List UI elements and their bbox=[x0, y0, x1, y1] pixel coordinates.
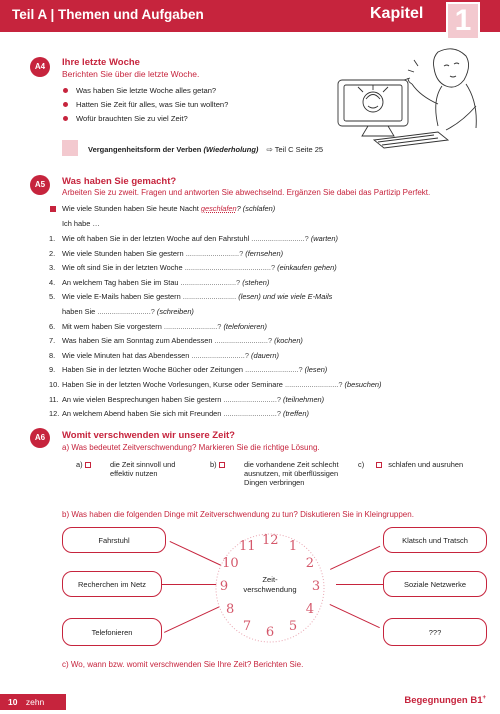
page-word: zehn bbox=[25, 697, 45, 707]
a6-title: Womit verschwenden wir unsere Zeit? bbox=[62, 430, 235, 441]
grammar-page-ref: ⇨ Teil C Seite 25 bbox=[266, 145, 324, 154]
a4-bullet-2: Hatten Sie Zeit für alles, was Sie tun wollten? bbox=[76, 100, 229, 109]
item-text: Haben Sie in der letzten Woche Bücher oder Zeitungen bbox=[62, 365, 244, 375]
item-text: Wie oft sind Sie in der letzten Woche bbox=[62, 263, 183, 273]
option-c-letter: c) bbox=[358, 460, 365, 469]
clock-number: 3 bbox=[311, 579, 321, 594]
exercise-item bbox=[62, 249, 283, 258]
item-text: An wie vielen Besprechungen haben Sie gestern bbox=[62, 394, 222, 404]
chapter-label: Kapitel bbox=[370, 5, 424, 22]
item-hint: (fernsehen) bbox=[245, 248, 284, 258]
a5-badge: A5 bbox=[30, 175, 50, 195]
a6-part-c: c) Wo, wann bzw. womit verschwenden Sie Ihre Zeit? Berichten Sie. bbox=[62, 660, 304, 669]
grammar-paren: (Wiederholung) bbox=[203, 145, 259, 154]
option-a-text: die Zeit sinnvoll und effektiv nutzen bbox=[110, 460, 176, 478]
answer-blank[interactable]: ..........................? bbox=[214, 336, 273, 346]
answer-blank[interactable]: ...........................? bbox=[180, 277, 241, 287]
answer-blank[interactable]: ..........................? bbox=[223, 394, 281, 404]
item-number: 7. bbox=[49, 336, 56, 346]
answer-blank[interactable]: ..........................? bbox=[163, 321, 222, 331]
person-at-computer-illustration bbox=[318, 44, 494, 154]
item-hint: (telefonieren) bbox=[223, 321, 267, 331]
box-soziale-netzwerke: Soziale Netzwerke bbox=[383, 571, 487, 597]
clock-number: 4 bbox=[305, 602, 314, 617]
exercise-item bbox=[62, 409, 309, 418]
item-number: 2. bbox=[49, 248, 56, 258]
clock-center-label: Zeit- verschwendung bbox=[243, 575, 297, 594]
a5-title: Was haben Sie gemacht? bbox=[62, 176, 177, 187]
option-b-letter: b) bbox=[210, 460, 217, 469]
answer-blank[interactable]: ..........................? bbox=[191, 350, 249, 360]
item-text: An welchem Abend haben Sie sich mit Freunden bbox=[62, 409, 222, 419]
connector-line bbox=[330, 546, 380, 570]
answer-blank[interactable]: ..........................? bbox=[223, 409, 281, 419]
answer-blank[interactable]: ..........................................? bbox=[184, 263, 276, 273]
item-text: Wie oft haben Sie in der letzten Woche auf den Fahrstuhl bbox=[62, 234, 250, 243]
item-number: 9. bbox=[49, 365, 56, 375]
exercise-item bbox=[62, 395, 324, 404]
item-hint: (lesen) und wie viele E-Mails bbox=[238, 292, 333, 302]
option-a-letter: a) bbox=[76, 460, 83, 469]
item-number: 6. bbox=[49, 321, 56, 331]
a5-example-question bbox=[62, 204, 275, 213]
clock-number: 8 bbox=[226, 602, 235, 617]
answer-blank[interactable]: .......................... bbox=[182, 292, 237, 302]
exercise-item bbox=[62, 380, 382, 389]
item-number: 8. bbox=[49, 350, 56, 360]
item-number: 5. bbox=[49, 292, 56, 302]
option-a[interactable] bbox=[76, 460, 186, 478]
a5-example-answer: Ich habe … bbox=[62, 219, 100, 228]
item-text: Mit wem haben Sie vorgestern bbox=[62, 321, 162, 331]
example-question-end: ? (schlafen) bbox=[236, 204, 276, 213]
grammar-label: Vergangenheitsform der Verben bbox=[88, 145, 202, 154]
clock-number: 10 bbox=[222, 556, 239, 571]
answer-blank[interactable]: ..........................? bbox=[185, 248, 244, 258]
section-title: Teil A | Themen und Aufgaben bbox=[12, 7, 204, 22]
answer-blank[interactable]: ..........................? bbox=[251, 234, 309, 243]
a6-part-b: b) Was haben die folgenden Dinge mit Zeitverschwendung zu tun? Diskutieren Sie in Kleingruppen. bbox=[62, 510, 414, 519]
clock-number: 2 bbox=[305, 556, 314, 571]
box-fahrstuhl: Fahrstuhl bbox=[62, 527, 166, 553]
item-hint: (lesen) bbox=[304, 365, 328, 375]
box-unknown: ??? bbox=[383, 618, 487, 646]
brand-name bbox=[404, 695, 486, 706]
page-number-box bbox=[0, 694, 66, 710]
item-hint: (kochen) bbox=[274, 336, 303, 346]
example-question-start: Wie viele Stunden haben Sie heute Nacht bbox=[62, 204, 201, 213]
item-number: 1. bbox=[49, 234, 56, 243]
exercise-item bbox=[62, 292, 332, 301]
option-c[interactable] bbox=[358, 460, 463, 469]
answer-blank[interactable]: ..........................? bbox=[284, 380, 343, 389]
item-text: Was haben Sie am Sonntag zum Abendessen bbox=[62, 336, 213, 346]
box-telefonieren: Telefonieren bbox=[62, 618, 162, 646]
item-hint: (besuchen) bbox=[344, 380, 382, 389]
chapter-number: 1 bbox=[446, 2, 480, 40]
item-text: Wie viele Stunden haben Sie gestern bbox=[62, 248, 184, 258]
clock-number: 1 bbox=[288, 539, 298, 555]
page-number: 10 bbox=[8, 697, 18, 707]
clock-number: 9 bbox=[219, 579, 229, 594]
item-text: Wie viele Minuten hat das Abendessen bbox=[62, 350, 190, 360]
connector-line bbox=[330, 604, 380, 628]
a4-badge: A4 bbox=[30, 57, 50, 77]
clock-number: 7 bbox=[242, 618, 252, 634]
clock-number: 5 bbox=[288, 618, 298, 634]
item-hint: (stehen) bbox=[242, 277, 270, 287]
exercise-item bbox=[62, 307, 194, 316]
item-text: Haben Sie in der letzten Woche Vorlesungen, Kurse oder Seminare bbox=[62, 380, 283, 389]
item-hint: (einkaufen gehen) bbox=[277, 263, 337, 273]
item-text: haben Sie bbox=[62, 307, 96, 316]
a4-title: Ihre letzte Woche bbox=[62, 57, 140, 68]
clock-number: 12 bbox=[262, 533, 279, 548]
option-c-text: schlafen und ausruhen bbox=[388, 460, 464, 469]
exercise-item bbox=[62, 234, 338, 243]
option-c-checkbox[interactable] bbox=[376, 462, 382, 468]
item-text: An welchem Tag haben Sie im Stau bbox=[62, 277, 179, 287]
a6-part-a: a) Was bedeutet Zeitverschwendung? Markieren Sie die richtige Lösung. bbox=[62, 443, 320, 452]
item-hint: (teilnehmen) bbox=[283, 394, 325, 404]
option-a-checkbox[interactable] bbox=[85, 462, 91, 468]
item-hint: (dauern) bbox=[251, 350, 279, 360]
brand-text: Begegnungen B1 bbox=[404, 695, 483, 707]
item-number: 4. bbox=[49, 277, 56, 287]
page-header bbox=[0, 0, 500, 37]
answer-blank[interactable]: ..........................? bbox=[245, 365, 303, 375]
exercise-item bbox=[62, 336, 303, 345]
clock-number: 11 bbox=[239, 539, 256, 555]
connector-line bbox=[336, 584, 386, 585]
item-hint: (schreiben) bbox=[156, 307, 194, 316]
grammar-reference[interactable] bbox=[88, 145, 323, 154]
box-klatsch: Klatsch und Tratsch bbox=[383, 527, 487, 553]
exercise-item bbox=[62, 365, 327, 374]
item-hint: (warten) bbox=[310, 234, 338, 243]
option-b-checkbox[interactable] bbox=[219, 462, 225, 468]
a5-instruction: Arbeiten Sie zu zweit. Fragen und antworten Sie abwechselnd. Ergänzen Sie dabei das Partizip Perfekt. bbox=[62, 188, 431, 197]
clock-number: 6 bbox=[265, 625, 275, 640]
option-b-text: die vorhandene Zeit schlecht ausnutzen, mit überflüssigen Dingen verbringen bbox=[244, 460, 339, 487]
option-b[interactable] bbox=[210, 460, 350, 487]
example-answer-word: geschlafen bbox=[200, 204, 237, 213]
item-number: 12. bbox=[49, 409, 60, 419]
a6-badge: A6 bbox=[30, 428, 50, 448]
exercise-item bbox=[62, 278, 269, 287]
grammar-marker bbox=[62, 140, 78, 156]
item-number: 11. bbox=[49, 394, 59, 404]
box-recherchen: Recherchen im Netz bbox=[62, 571, 162, 597]
a4-bullet-1: Was haben Sie letzte Woche alles getan? bbox=[76, 86, 217, 95]
example-marker bbox=[50, 206, 56, 212]
exercise-item bbox=[62, 351, 279, 360]
a4-bullet-3: Wofür brauchten Sie zu viel Zeit? bbox=[76, 114, 188, 123]
exercise-item bbox=[62, 263, 337, 272]
item-number: 10. bbox=[49, 380, 60, 389]
page-footer bbox=[0, 690, 500, 714]
answer-blank[interactable]: ..........................? bbox=[97, 307, 155, 316]
exercise-item bbox=[62, 322, 267, 331]
brand-sup: + bbox=[482, 695, 486, 701]
item-hint: (treffen) bbox=[283, 409, 309, 419]
item-text: Wie viele E-Mails haben Sie gestern bbox=[62, 292, 181, 302]
item-number: 3. bbox=[49, 263, 56, 273]
a4-subtitle: Berichten Sie über die letzte Woche. bbox=[62, 69, 200, 79]
